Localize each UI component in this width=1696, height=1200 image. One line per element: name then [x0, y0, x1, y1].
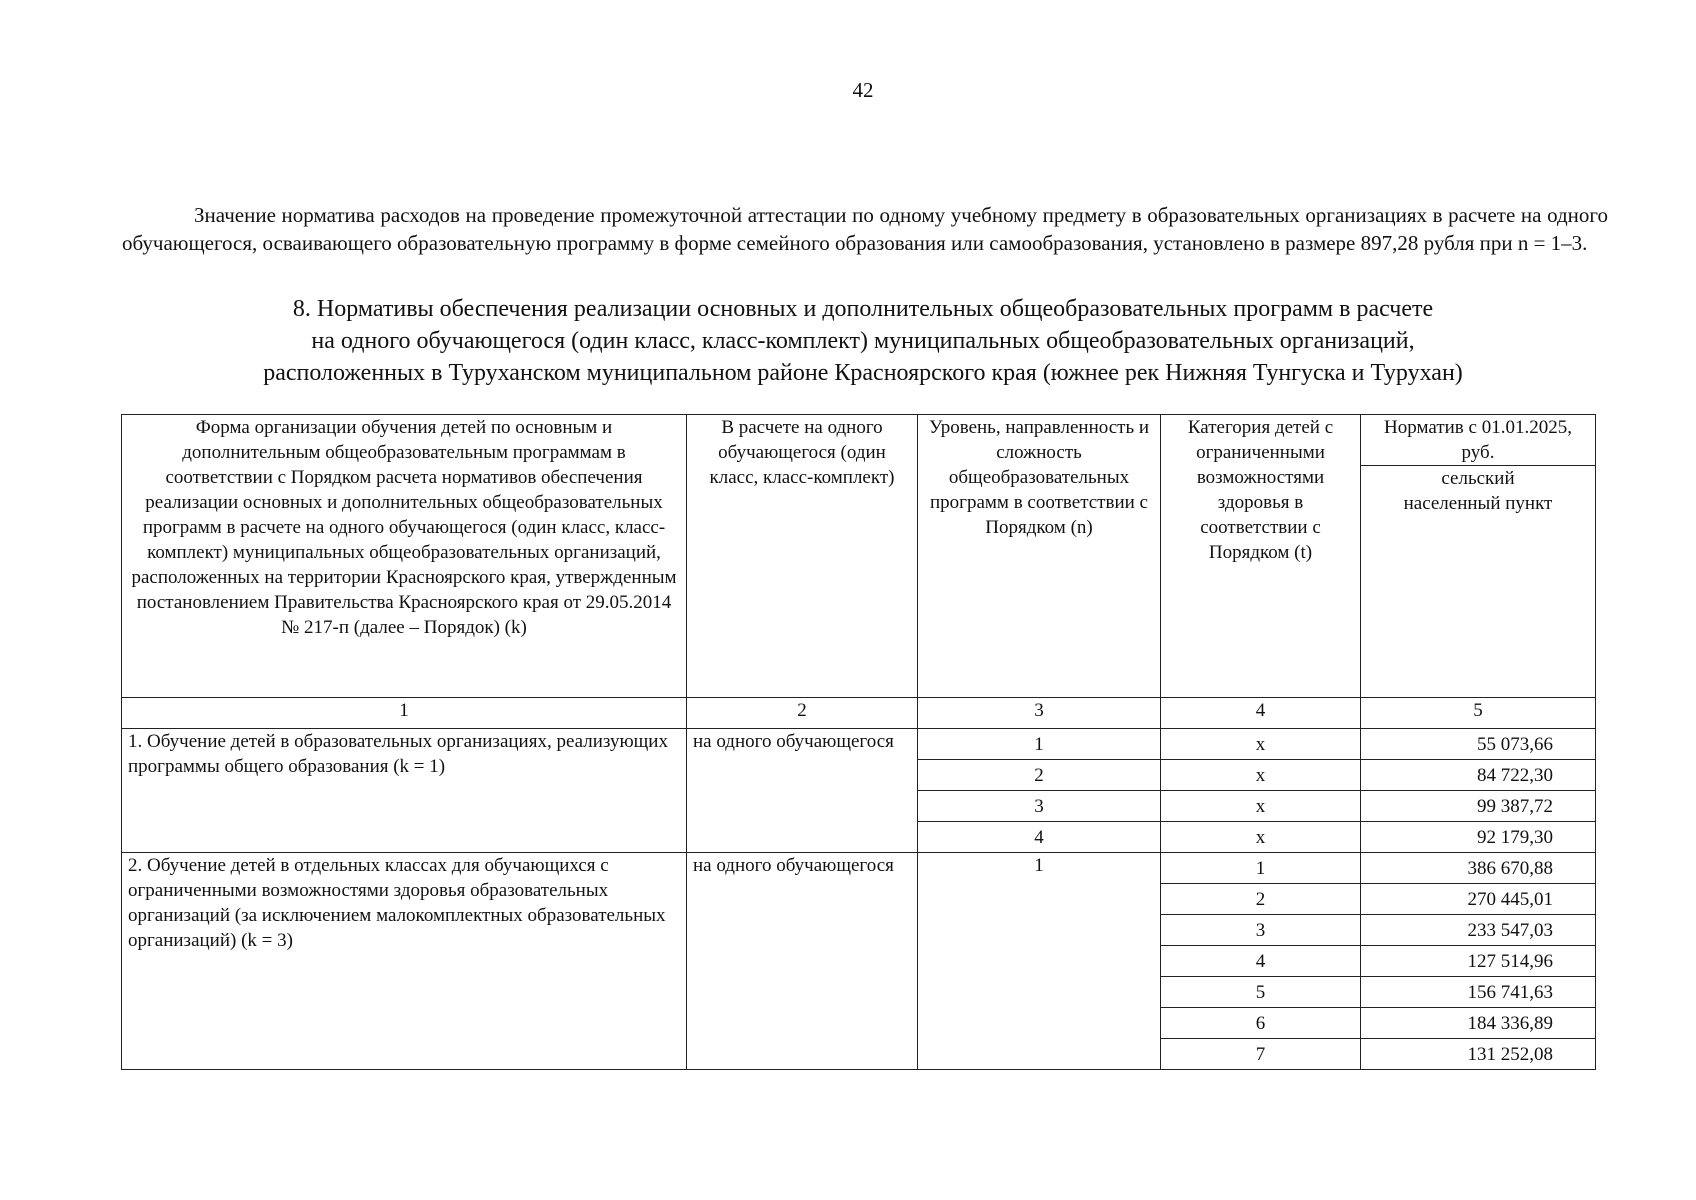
- header-rural-settlement: сельский населенный пункт: [1361, 466, 1596, 698]
- category-cell: х: [1161, 760, 1361, 791]
- header-form: Форма организации обучения детей по основным и дополнительным общеобразовательным программам в соответствии с Порядком расчета нормативов обеспечения реализации основных и дополнительных общеобразовательных программ в расчете на одного обучающегося (один класс, класс-комплект) муниципальных общеобразовательных организаций, расположенных на территории Красноярского края, утвержденным постановлением Правительства Красноярского края от 29.05.2014 № 217-п (далее – Порядок) (k): [122, 415, 687, 698]
- category-cell: 1: [1161, 853, 1361, 884]
- value-cell: 131 252,08: [1361, 1039, 1596, 1070]
- group2-basis: на одного обучающегося: [687, 853, 918, 1070]
- column-number: 5: [1361, 698, 1596, 729]
- header-category: Категория детей с ограниченными возможностями здоровья в соответствии с Порядком (t): [1161, 415, 1361, 698]
- value-cell: 99 387,72: [1361, 791, 1596, 822]
- column-number: 4: [1161, 698, 1361, 729]
- normatives-table: [121, 414, 1596, 1070]
- value-cell: 270 445,01: [1361, 884, 1596, 915]
- header-basis: В расчете на одного обучающегося (один класс, класс-комплект): [687, 415, 918, 698]
- value-cell: 156 741,63: [1361, 977, 1596, 1008]
- section-title: [150, 293, 1576, 389]
- header-row: [122, 415, 1596, 466]
- intro-paragraph: Значение норматива расходов на проведение промежуточной аттестации по одному учебному предмету в образовательных организациях в расчете на одного обучающегося, осваивающего образовательную программу в форме семейного образования или самообразования, установлено в размере 897,28 рубля при n = 1–3.: [122, 203, 1608, 255]
- column-numbers-row: [122, 698, 1596, 729]
- table-row: [122, 853, 1596, 884]
- value-cell: 386 670,88: [1361, 853, 1596, 884]
- value-cell: 55 073,66: [1361, 729, 1596, 760]
- category-cell: 6: [1161, 1008, 1361, 1039]
- section-title-line-3: расположенных в Туруханском муниципальном районе Красноярского края (южнее рек Нижняя Тунгуска и Турухан): [263, 360, 1463, 386]
- column-number: 2: [687, 698, 918, 729]
- category-cell: 5: [1161, 977, 1361, 1008]
- group1-form: 1. Обучение детей в образовательных организациях, реализующих программы общего образования (k = 1): [122, 729, 687, 853]
- level-cell: 2: [918, 760, 1161, 791]
- group1-basis: на одного обучающегося: [687, 729, 918, 853]
- value-cell: 84 722,30: [1361, 760, 1596, 791]
- category-cell: х: [1161, 791, 1361, 822]
- category-cell: х: [1161, 729, 1361, 760]
- level-cell: 4: [918, 822, 1161, 853]
- section-title-line-1: 8. Нормативы обеспечения реализации основных и дополнительных общеобразовательных программ в расчете: [292, 296, 1434, 322]
- group2-level: 1: [918, 853, 1161, 1070]
- group2-form: 2. Обучение детей в отдельных классах для обучающихся с ограниченными возможностями здоровья образовательных организаций (за исключением малокомплектных образовательных организаций) (k = 3): [122, 853, 687, 1070]
- section-title-line-2: на одного обучающегося (один класс, класс-комплект) муниципальных общеобразовательных организаций,: [311, 328, 1415, 354]
- table-row: [122, 729, 1596, 760]
- header-normative: Норматив с 01.01.2025, руб.: [1361, 415, 1596, 466]
- level-cell: 1: [918, 729, 1161, 760]
- column-number: 1: [122, 698, 687, 729]
- category-cell: 3: [1161, 915, 1361, 946]
- category-cell: 4: [1161, 946, 1361, 977]
- category-cell: 2: [1161, 884, 1361, 915]
- value-cell: 92 179,30: [1361, 822, 1596, 853]
- value-cell: 184 336,89: [1361, 1008, 1596, 1039]
- value-cell: 127 514,96: [1361, 946, 1596, 977]
- category-cell: х: [1161, 822, 1361, 853]
- header-level: Уровень, направленность и сложность общеобразовательных программ в соответствии с Порядком (n): [918, 415, 1161, 698]
- page-number: 42: [852, 78, 874, 102]
- value-cell: 233 547,03: [1361, 915, 1596, 946]
- column-number: 3: [918, 698, 1161, 729]
- level-cell: 3: [918, 791, 1161, 822]
- category-cell: 7: [1161, 1039, 1361, 1070]
